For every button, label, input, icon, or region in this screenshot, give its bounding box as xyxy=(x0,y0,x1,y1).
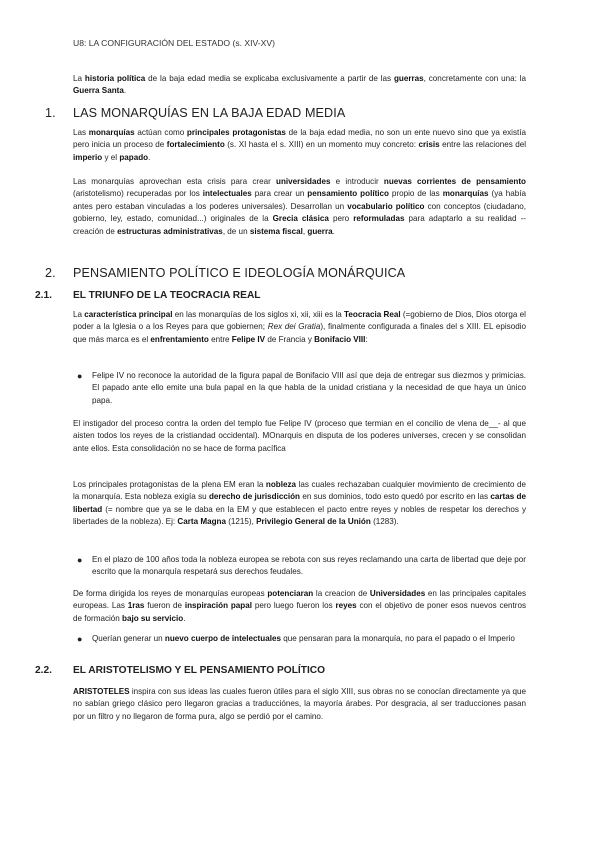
bold-term: guerras xyxy=(393,74,424,83)
text-run: Querían generar un xyxy=(92,634,165,643)
bold-term: enfrentamiento xyxy=(150,334,209,344)
bullet-icon: ● xyxy=(77,555,83,565)
bold-term: nuevas corrientes de pensamiento xyxy=(383,177,526,186)
bold-term: Carta Magna xyxy=(177,517,226,527)
bullet-text xyxy=(92,371,526,405)
bold-term: Grecia clásica xyxy=(272,214,329,224)
text-run: (= nombre que ya se le daba en la EM y que establecen el pacto entre reyes y nobles de respetar los derechos y libertades de la nobleza). Ej: xyxy=(73,504,526,527)
bold-term: nuevo cuerpo de intelectuales xyxy=(164,634,281,643)
bold-term: universidades xyxy=(276,177,331,186)
bold-term: crisis xyxy=(418,140,440,150)
bold-term: Teocracia Real xyxy=(344,310,401,319)
italic-term: Rex dei Gratia xyxy=(267,322,321,332)
text-run: . xyxy=(123,86,127,96)
text-run: , concretamente con una: la xyxy=(423,74,526,83)
section-title: LAS MONARQUÍAS EN LA BAJA EDAD MEDIA xyxy=(73,106,346,120)
subsection-2-2-heading xyxy=(35,665,325,676)
bold-term: reyes xyxy=(335,601,357,611)
text-run: y el xyxy=(102,152,120,162)
paragraph xyxy=(73,418,526,455)
subsection-number: 2.1. xyxy=(35,290,52,301)
bullet-icon: ● xyxy=(77,634,83,644)
text-run: Las xyxy=(73,128,89,137)
text-run: para adaptarlo a su realidad -- creación de xyxy=(73,214,526,236)
text-run: (1215), xyxy=(225,517,257,527)
text-run: con conceptos (ciudadano, gobierno, ley, estado, comunidad...) originales de la xyxy=(73,201,527,224)
text-run: de la baja edad media, no son un ente nuevo sino que ya existía pero inicia un proceso de xyxy=(73,128,526,150)
bold-term: monarquías xyxy=(442,189,489,199)
text-run: entre las relaciones del xyxy=(439,140,527,150)
section-title: PENSAMIENTO POLÍTICO E IDEOLOGÍA MONÁRQUICA xyxy=(73,266,406,280)
text-run: inspira con sus ideas las cuales fueron útiles para el siglo XIII, sus obras no se conocían directamente ya que no sabían griego clásico pero llegaron gracias a traducciónes, la mayoría árabes. Por desgracia, al ser traducciones pasan por un filtro y no llegaron de forma pura, algo se perdió por el camino. xyxy=(73,687,526,721)
section-1-heading xyxy=(45,106,345,120)
bullet-item xyxy=(77,370,526,407)
bullet-text xyxy=(92,555,526,576)
text-run: entre xyxy=(208,334,232,344)
intro-paragraph xyxy=(73,73,526,98)
text-run: con el objetivo de poner esos nuevos centros de formación xyxy=(73,601,527,623)
bold-term: papado xyxy=(119,152,149,162)
section-number: 2. xyxy=(45,266,56,280)
paragraph xyxy=(73,686,526,723)
bold-term: Guerra Santa xyxy=(73,86,124,96)
text-run: Las monarquías aprovechan esta crisis para crear xyxy=(73,177,277,186)
text-run: En el plazo de 100 años toda la nobleza europea se rebota con sus reyes reclamando una carta de libertad que deje por escrito que la monarquía respetará sus derechos feudales. xyxy=(92,555,526,577)
bold-term: estructuras administrativas xyxy=(117,226,223,236)
paragraph xyxy=(73,127,526,164)
bold-term: bajo su servicio xyxy=(122,613,184,623)
text-run: (=gobierno de Dios, Dios otorga el poder a la Iglesia o a los Reyes para que gobiernen; xyxy=(73,310,526,332)
bold-term: monarquías xyxy=(88,128,135,137)
text-run: , xyxy=(302,226,308,236)
text-run: fueron de xyxy=(144,601,185,611)
section-2-heading xyxy=(45,266,405,280)
text-run: Los principales protagonistas de la plena EM eran la xyxy=(73,480,266,489)
text-run: . xyxy=(332,226,335,236)
bold-term: principales protagonistas xyxy=(186,128,286,137)
text-run: (s. XI hasta el s. XIII) en un momento muy concreto: xyxy=(224,140,419,150)
page-header: U8: LA CONFIGURACIÓN DEL ESTADO (s. XIV-XV) xyxy=(73,38,275,48)
text-run: pero xyxy=(328,214,354,224)
bold-term: Bonifacio VIII xyxy=(314,334,366,344)
bold-term: potenciaran xyxy=(267,589,314,598)
text-run: La xyxy=(73,310,85,319)
text-run: La xyxy=(73,74,85,83)
text-run: de Francia y xyxy=(265,334,315,344)
bold-term: historia política xyxy=(84,74,146,83)
text-run: : xyxy=(365,334,368,344)
text-run: (aristotelismo) recuperadas por los xyxy=(73,189,203,199)
bold-term: pensamiento político xyxy=(307,189,389,199)
paragraph xyxy=(73,309,526,346)
text-run: e introducir xyxy=(330,177,384,186)
paragraph xyxy=(73,479,526,529)
bold-term: ARISTOTELES xyxy=(73,687,130,696)
bold-term: imperio xyxy=(73,152,103,162)
subsection-number: 2.2. xyxy=(35,665,52,676)
paragraph xyxy=(73,588,526,625)
bullet-item xyxy=(77,633,526,645)
text-run: Felipe IV no reconoce la autoridad de la figura papal de Bonifacio VIII así que deja de entregar sus diezmos y primicias. El papado ante ello emite una bula papal en la que habla de la unidad cristiana y la necesidad de que haya un único papa. xyxy=(92,371,526,405)
text-run: en las monarquías de los siglos xi, xii, xiii es la xyxy=(172,310,345,319)
text-run: ), finalmente configurada a finales del s XIII. EL episodio que más marca es el xyxy=(73,322,527,344)
text-run: la creacion de xyxy=(313,589,370,598)
bold-term: reformuladas xyxy=(353,214,405,224)
bullet-icon: ● xyxy=(77,371,83,381)
text-run: para crear un xyxy=(251,189,308,199)
bold-term: Privilegio General de la Unión xyxy=(256,517,371,527)
bold-term: guerra xyxy=(307,226,333,236)
bold-term: inspiración papal xyxy=(184,601,252,611)
text-run: las cuales rechazaban cualquier movimiento de crecimiento de la monarquía. Esta nobleza exigía su xyxy=(73,480,526,502)
text-run: (1283). xyxy=(370,517,399,527)
text-run: en sus dominios, todo esto quedó por escrito en las xyxy=(299,492,491,502)
text-run: De forma dirigida los reyes de monarquías europeas xyxy=(73,589,268,598)
text-run: actúan como xyxy=(134,128,187,137)
bold-term: cartas de libertad xyxy=(73,492,526,514)
bold-term: Universidades xyxy=(369,589,426,598)
section-number: 1. xyxy=(45,106,56,120)
text-run: (ya había antes pero estaban vinculadas a los poderes universales). Desarrollan un xyxy=(73,189,527,211)
bold-term: sistema fiscal xyxy=(249,226,303,236)
text-run: de la baja edad media se explicaba exclusivamente a partir de las xyxy=(145,74,394,83)
text-run: que pensaran para la monarquía, no para el papado o el Imperio xyxy=(280,634,515,643)
bold-term: nobleza xyxy=(265,480,297,489)
bold-term: vocabulario político xyxy=(347,201,425,211)
text-run: propio de las xyxy=(388,189,443,199)
subsection-title: EL TRIUNFO DE LA TEOCRACIA REAL xyxy=(73,290,261,301)
text-run: . xyxy=(148,152,151,162)
subsection-2-1-heading xyxy=(35,290,261,301)
bullet-text xyxy=(92,634,515,643)
bold-term: 1ras xyxy=(127,601,145,611)
subsection-title: EL ARISTOTELISMO Y EL PENSAMIENTO POLÍTICO xyxy=(73,665,326,676)
text-run: pero luego fueron los xyxy=(252,601,336,611)
bullet-item xyxy=(77,554,526,579)
text-run: en las principales capitales europeas. Las xyxy=(73,589,526,611)
bold-term: Felipe IV xyxy=(231,334,266,344)
text-run: , de un xyxy=(222,226,250,236)
bold-term: característica principal xyxy=(84,310,173,319)
bold-term: derecho de jurisdicción xyxy=(208,492,300,502)
bold-term: fortalecimiento xyxy=(166,140,225,150)
text-run: El instigador del proceso contra la orden del templo fue Felipe IV (proceso que termian en el concilio de vlena de__- al que aisten todos los reyes de la cristiandad occidental). MOnarquis en disputa de los poderes universes, crecen y se consolidan ante ellos. Esta consolidación no se hace de forma pacífica xyxy=(73,419,526,453)
paragraph xyxy=(73,176,526,238)
text-run: . xyxy=(183,613,186,623)
bold-term: intelectuales xyxy=(202,189,252,199)
